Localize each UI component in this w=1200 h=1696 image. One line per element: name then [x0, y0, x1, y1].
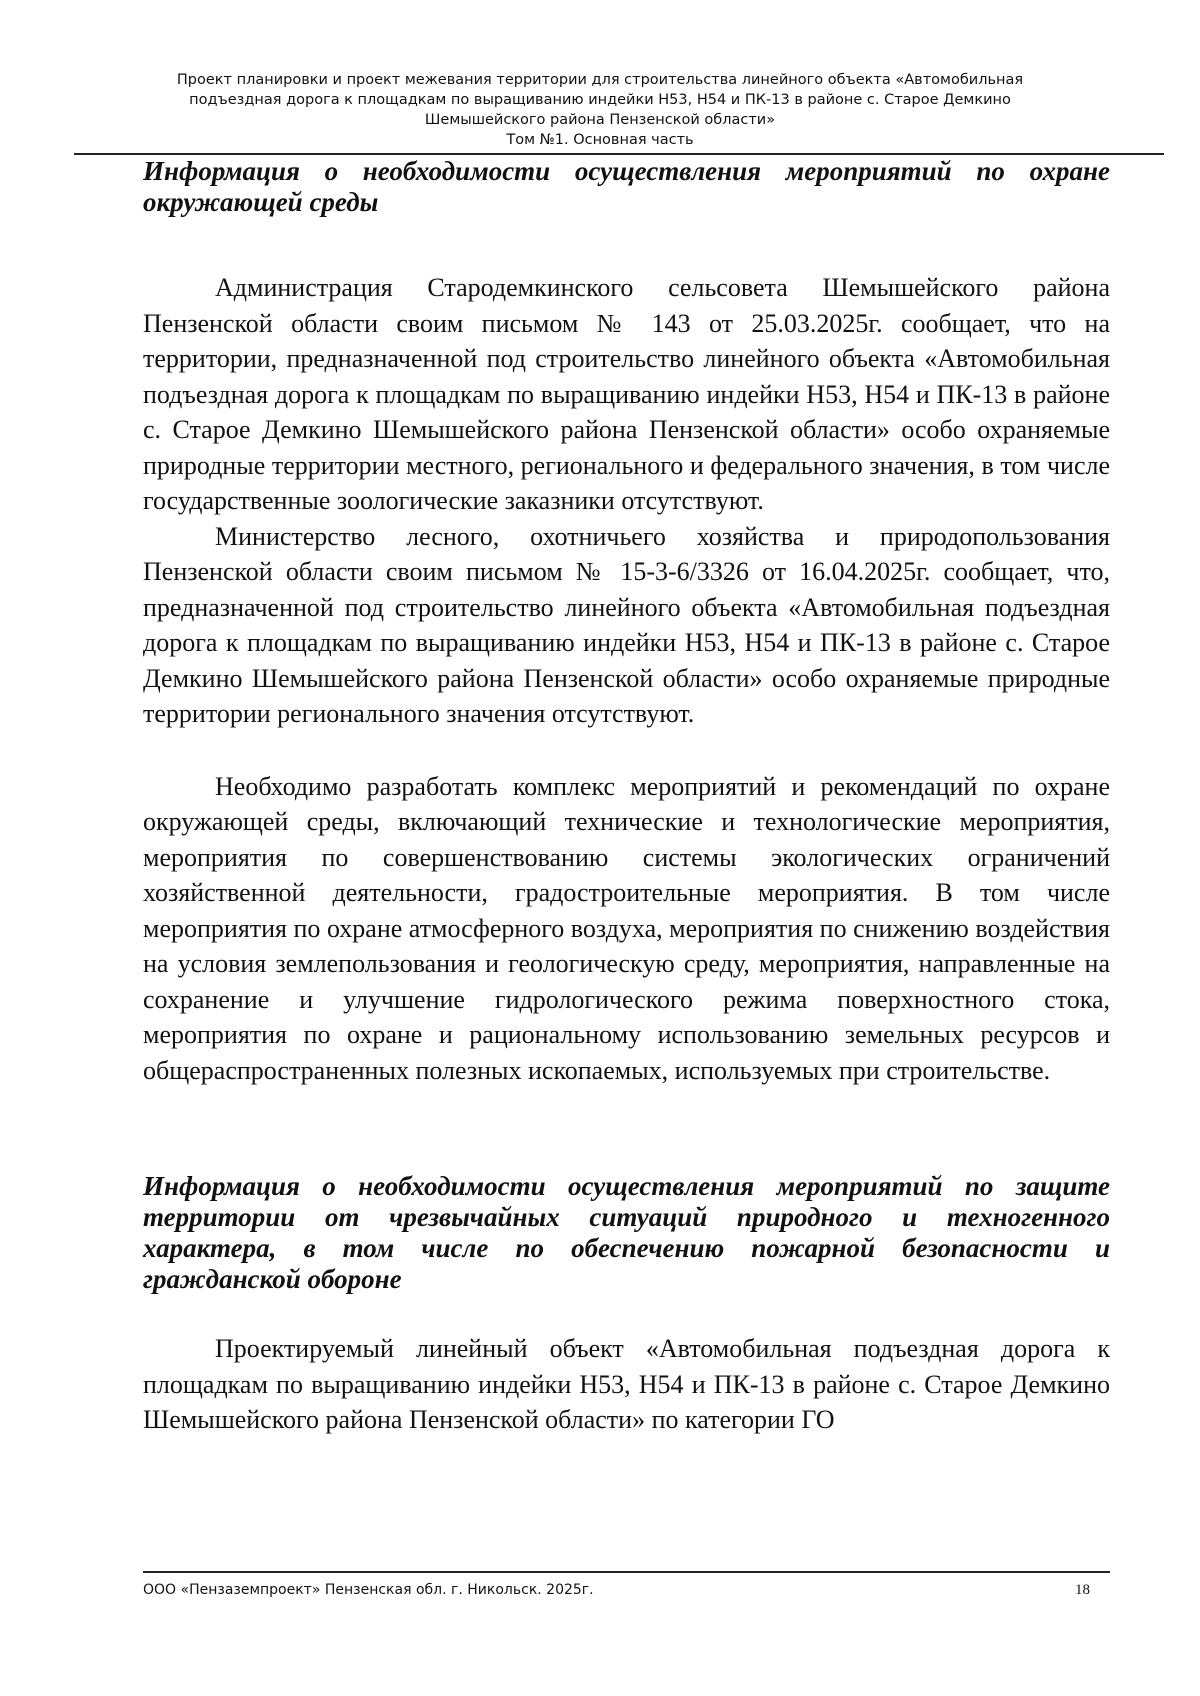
header-volume-title: Том №1. Основная часть [506, 132, 694, 148]
section-heading-environment: Информация о необходимости осуществления мероприятий по охране окружающей среды [143, 156, 1110, 217]
page-number: 18 [1075, 1582, 1090, 1598]
document-body [143, 156, 1110, 1438]
header-divider [74, 153, 1164, 155]
header-line-2: подъездная дорога к площадкам по выращиванию индейки Н53, Н54 и ПК-13 в районе с. Старое Демкино [189, 92, 1011, 108]
spacer [143, 218, 1110, 270]
spacer [143, 1088, 1110, 1171]
spacer [143, 1295, 1110, 1331]
header-line-1: Проект планировки и проект межевания территории для строительства линейного объекта «Автомобильная [176, 72, 1024, 88]
footer-divider [143, 1571, 1110, 1573]
footer-organization: ООО «Пензаземпроект» Пензенская обл. г. Никольск. 2025г. [143, 1582, 594, 1598]
section-heading-emergency: Информация о необходимости осуществления мероприятий по защите территории от чрезвычайных ситуаций природного и техногенного характера, в том числе по обеспечению пожарной безопасности и гражданской обороне [143, 1171, 1110, 1294]
paragraph-ministry-letter: Министерство лесного, охотничьего хозяйства и природопользования Пензенской области своим письмом № 15-3-6/3326 от 16.04.2025г. сообщает, что, предназначенной под строительство линейного объекта «Автомобильная подъездная дорога к площадкам по выращиванию индейки Н53, Н54 и ПК-13 в районе с. Старое Демкино Шемышейского района Пензенской области» особо охраняемые природные территории регионального значения отсутствуют. [143, 521, 1110, 728]
paragraph-civil-defense-category: Проектируемый линейный объект «Автомобильная подъездная дорога к площадкам по выращиванию индейки Н53, Н54 и ПК-13 в районе с. Старое Демкино Шемышейского района Пензенской области» по категории ГО [143, 1334, 1110, 1434]
page-header [0, 70, 1200, 150]
paragraph-administration-letter: Администрация Стародемкинского сельсовета Шемышейского района Пензенской области своим письмом № 143 от 25.03.2025г. сообщает, что на территории, предназначенной под строительство линейного объекта «Автомобильная подъездная дорога к площадкам по выращиванию индейки Н53, Н54 и ПК-13 в районе с. Старое Демкино Шемышейского района Пензенской области» особо охраняемые природные территории местного, регионального и федерального значения, в том числе государственные зоологические заказники отсутствуют. [143, 273, 1110, 515]
paragraph-measures-required: Необходимо разработать комплекс мероприятий и рекомендаций по охране окружающей среды, включающий технические и технологические мероприятия, мероприятия по совершенствованию системы экологических ограничений хозяйственной деятельности, градостроительные мероприятия. В том числе мероприятия по охране атмосферного воздуха, мероприятия по снижению воздействия на условия землепользования и геологическую среду, мероприятия, направленные на сохранение и улучшение гидрологического режима поверхностного стока, мероприятия по охране и рациональному использованию земельных ресурсов и общераспространенных полезных ископаемых, используемых при строительстве. [143, 771, 1110, 1085]
spacer [143, 732, 1110, 769]
header-line-3: Шемышейского района Пензенской области» [424, 112, 776, 128]
